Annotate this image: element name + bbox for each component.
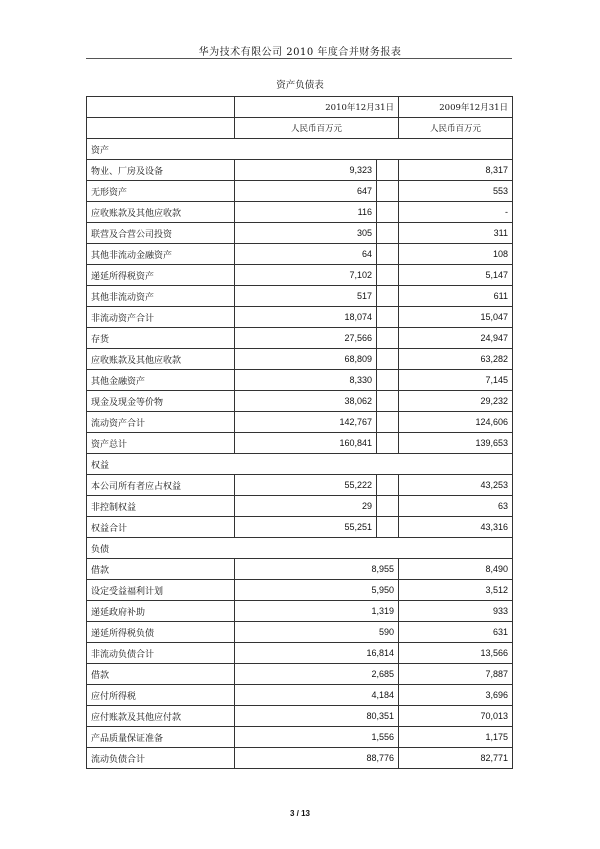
value-2009: 3,696 [399,685,513,706]
row-label: 应付所得税 [87,685,235,706]
value-2009: 43,316 [399,517,513,538]
section-row-assets [87,139,513,160]
value-2010: 88,776 [235,748,399,769]
statement-title: 资产负债表 [276,80,324,91]
value-2010: 68,809 [235,349,377,370]
value-2010: 4,184 [235,685,399,706]
value-2009: 139,653 [399,433,513,454]
unit-label-2010: 人民币百万元 [235,118,399,139]
value-2010: 9,323 [235,160,377,181]
value-gap [377,349,399,370]
value-2009: 43,253 [399,475,513,496]
table-row [87,685,513,706]
row-label: 借款 [87,559,235,580]
table-row [87,664,513,685]
table-row [87,160,513,181]
row-label: 产品质量保证准备 [87,727,235,748]
row-label: 递延所得税资产 [87,265,235,286]
value-gap [377,475,399,496]
table-row [87,328,513,349]
table-row [87,706,513,727]
row-label: 现金及现金等价物 [87,391,235,412]
value-2009: 611 [399,286,513,307]
value-2010: 80,351 [235,706,399,727]
value-2010: 116 [235,202,377,223]
value-2009: 631 [399,622,513,643]
table-row [87,181,513,202]
value-2009: 15,047 [399,307,513,328]
balance-sheet-table [86,96,513,769]
value-2010: 8,330 [235,370,377,391]
table-row [87,223,513,244]
value-2010: 55,251 [235,517,377,538]
section-label-liabilities: 负债 [87,538,513,559]
value-gap [377,202,399,223]
row-label: 流动资产合计 [87,412,235,433]
table-row [87,202,513,223]
value-2010: 7,102 [235,265,377,286]
header-rule [86,58,512,59]
table-row [87,580,513,601]
value-2010: 517 [235,286,377,307]
row-label: 递延所得税负债 [87,622,235,643]
value-2009: 124,606 [399,412,513,433]
value-gap [377,412,399,433]
table-row [87,307,513,328]
value-2010: 8,955 [235,559,399,580]
value-2009: 108 [399,244,513,265]
row-label: 存货 [87,328,235,349]
table-row [87,286,513,307]
page-number: 3 / 13 [289,809,310,818]
row-label: 权益合计 [87,517,235,538]
value-2009: 933 [399,601,513,622]
value-2010: 38,062 [235,391,377,412]
table-row [87,727,513,748]
row-label: 无形资产 [87,181,235,202]
value-2010: 2,685 [235,664,399,685]
column-header-2010: 2010年12月31日 [235,97,399,118]
row-label: 非控制权益 [87,496,235,517]
value-2010: 16,814 [235,643,399,664]
value-2009: 5,147 [399,265,513,286]
unit-row [87,118,513,139]
row-label: 联营及合营公司投资 [87,223,235,244]
value-2010: 5,950 [235,580,399,601]
value-2010: 305 [235,223,377,244]
value-gap [377,517,399,538]
section-label-equity: 权益 [87,454,513,475]
row-label: 本公司所有者应占权益 [87,475,235,496]
column-header-2009: 2009年12月31日 [399,97,513,118]
row-label: 应收账款及其他应收款 [87,349,235,370]
value-2009: 7,887 [399,664,513,685]
row-label: 非流动负债合计 [87,643,235,664]
table-row [87,559,513,580]
document-header: 华为技术有限公司 2010 年度合并财务报表 [198,47,402,58]
value-2009: 8,490 [399,559,513,580]
value-2009: 82,771 [399,748,513,769]
value-2009: 553 [399,181,513,202]
table-row [87,412,513,433]
row-label: 应付账款及其他应付款 [87,706,235,727]
value-gap [377,223,399,244]
value-2010: 64 [235,244,377,265]
value-2010: 18,074 [235,307,377,328]
value-gap [377,391,399,412]
value-gap [377,370,399,391]
value-gap [377,265,399,286]
row-label: 物业、厂房及设备 [87,160,235,181]
value-2010: 590 [235,622,399,643]
table-row [87,391,513,412]
value-2010: 142,767 [235,412,377,433]
value-2009: 29,232 [399,391,513,412]
section-row-liabilities [87,538,513,559]
value-2009: 7,145 [399,370,513,391]
value-2009: 8,317 [399,160,513,181]
value-gap [377,181,399,202]
value-2009: 3,512 [399,580,513,601]
row-label: 资产总计 [87,433,235,454]
table-row [87,517,513,538]
value-2009: 70,013 [399,706,513,727]
value-2009: 63 [399,496,513,517]
row-label: 流动负债合计 [87,748,235,769]
value-gap [377,244,399,265]
table-row [87,748,513,769]
value-2009: 1,175 [399,727,513,748]
value-2010: 160,841 [235,433,377,454]
row-label: 其他非流动资产 [87,286,235,307]
value-2009: 13,566 [399,643,513,664]
value-2010: 27,566 [235,328,377,349]
row-label: 递延政府补助 [87,601,235,622]
row-label: 非流动资产合计 [87,307,235,328]
table-row [87,349,513,370]
table-row [87,244,513,265]
value-2009: 24,947 [399,328,513,349]
value-gap [377,307,399,328]
value-2010: 1,556 [235,727,399,748]
value-gap [377,433,399,454]
value-2009: 311 [399,223,513,244]
value-gap [377,160,399,181]
row-label: 其他金融资产 [87,370,235,391]
unit-label-2009: 人民币百万元 [399,118,513,139]
column-header-row [87,97,513,118]
table-row [87,370,513,391]
value-2010: 55,222 [235,475,377,496]
row-label: 应收账款及其他应收款 [87,202,235,223]
table-row [87,622,513,643]
table-row [87,433,513,454]
value-gap [377,496,399,517]
value-2010: 29 [235,496,377,517]
row-label: 借款 [87,664,235,685]
table-row [87,643,513,664]
section-label-assets: 资产 [87,139,513,160]
value-2010: 647 [235,181,377,202]
value-2010: 1,319 [235,601,399,622]
value-gap [377,286,399,307]
row-label: 其他非流动金融资产 [87,244,235,265]
table-row [87,601,513,622]
section-row-equity [87,454,513,475]
table-row [87,496,513,517]
row-label: 设定受益福利计划 [87,580,235,601]
value-gap [377,328,399,349]
value-2009: 63,282 [399,349,513,370]
value-2009: - [399,202,513,223]
table-row [87,475,513,496]
table-row [87,265,513,286]
